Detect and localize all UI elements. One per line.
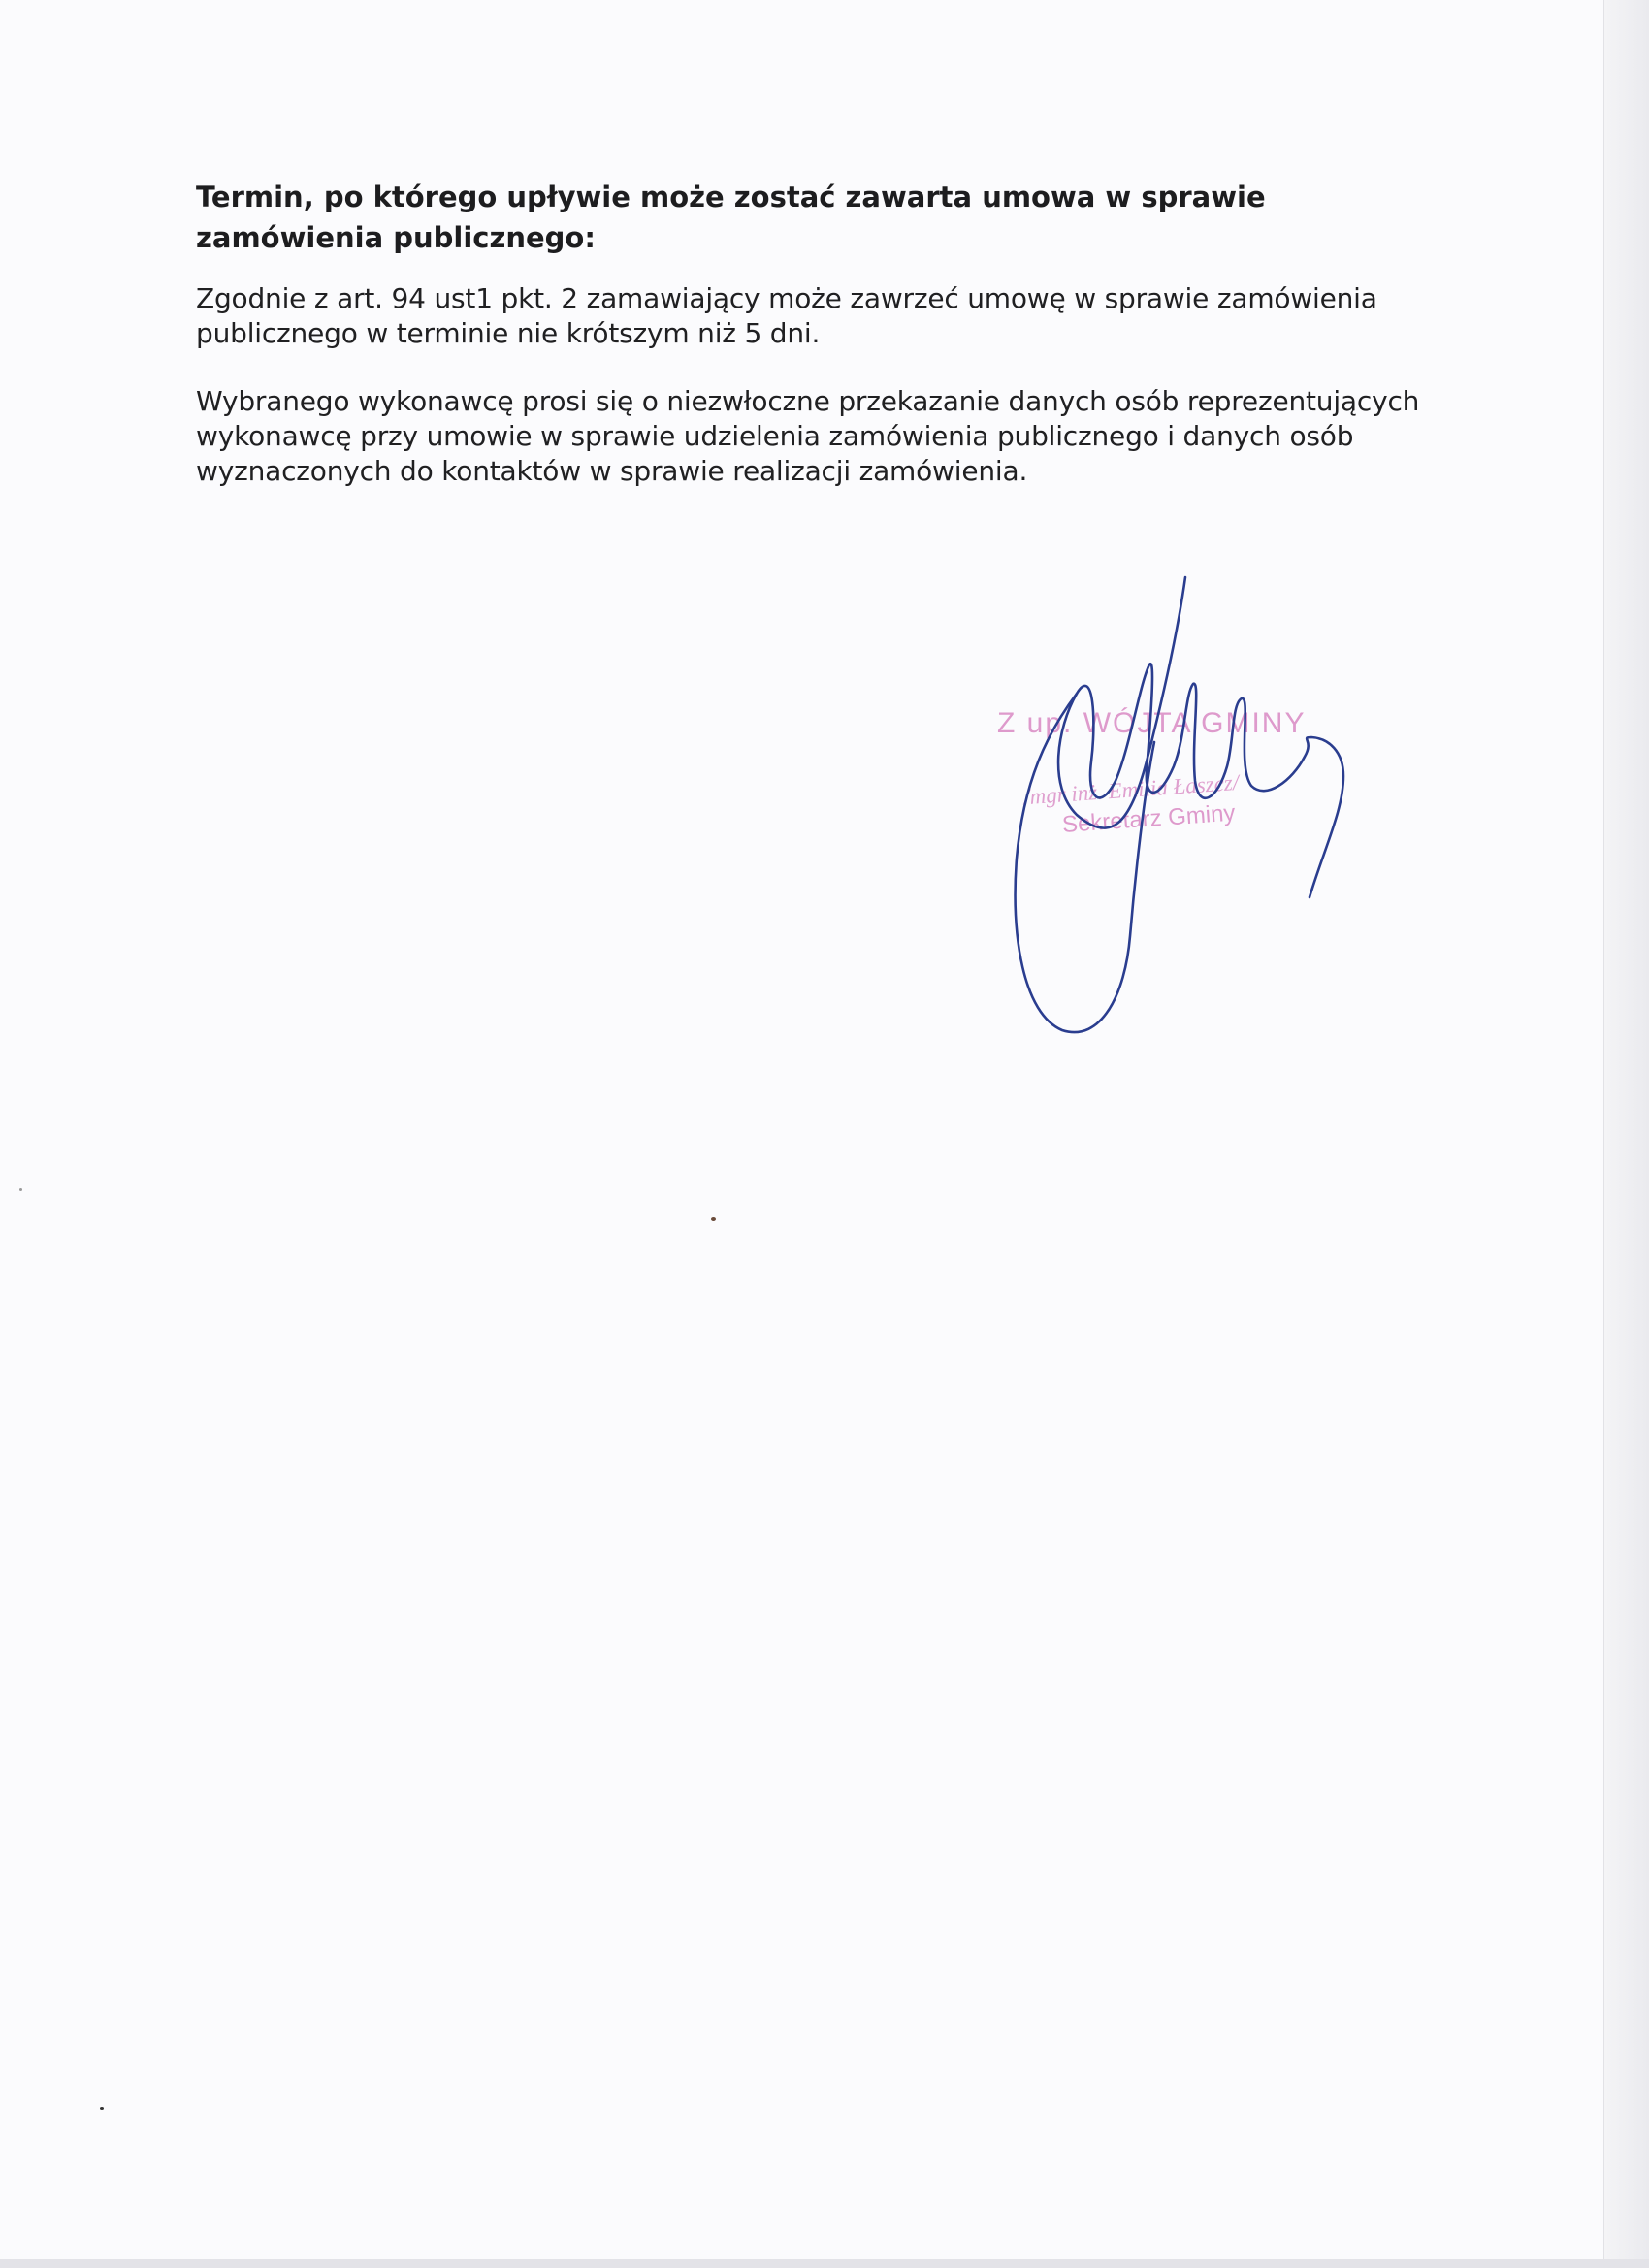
stamp-line-2: /mgr inż. Emilia Łaszcz/ — [1022, 769, 1240, 810]
document-body — [196, 177, 1457, 522]
stamp-line-1: Z up. WÓJTA GMINY — [997, 707, 1307, 739]
paragraph-term: Zgodnie z art. 94 ust1 pkt. 2 zamawiający może zawrzeć umowę w sprawie zamówienia publicznego w terminie nie krótszym niż 5 dni. — [196, 282, 1377, 349]
document-heading: Termin, po którego upływie może zostać zawarta umowa w sprawie zamówienia publicznego: — [196, 180, 1266, 254]
stamp-signature-image — [931, 567, 1377, 1043]
stamp-and-signature — [931, 567, 1377, 1043]
page-edge-bottom — [0, 2259, 1649, 2268]
scan-speck — [711, 1217, 716, 1221]
scan-speck — [19, 1188, 22, 1191]
paragraph-contractor: Wybranego wykonawcę prosi się o niezwłoczne przekazanie danych osób reprezentujących wykonawcę przy umowie w sprawie udzielenia zamówienia publicznego i danych osób wyznaczonych do kontaktów w sprawie realizacji zamówienia. — [196, 385, 1420, 487]
page-edge-right — [1603, 0, 1649, 2268]
stamp-line-3: Sekretarz Gminy — [1061, 799, 1237, 838]
scan-speck — [100, 2107, 104, 2110]
